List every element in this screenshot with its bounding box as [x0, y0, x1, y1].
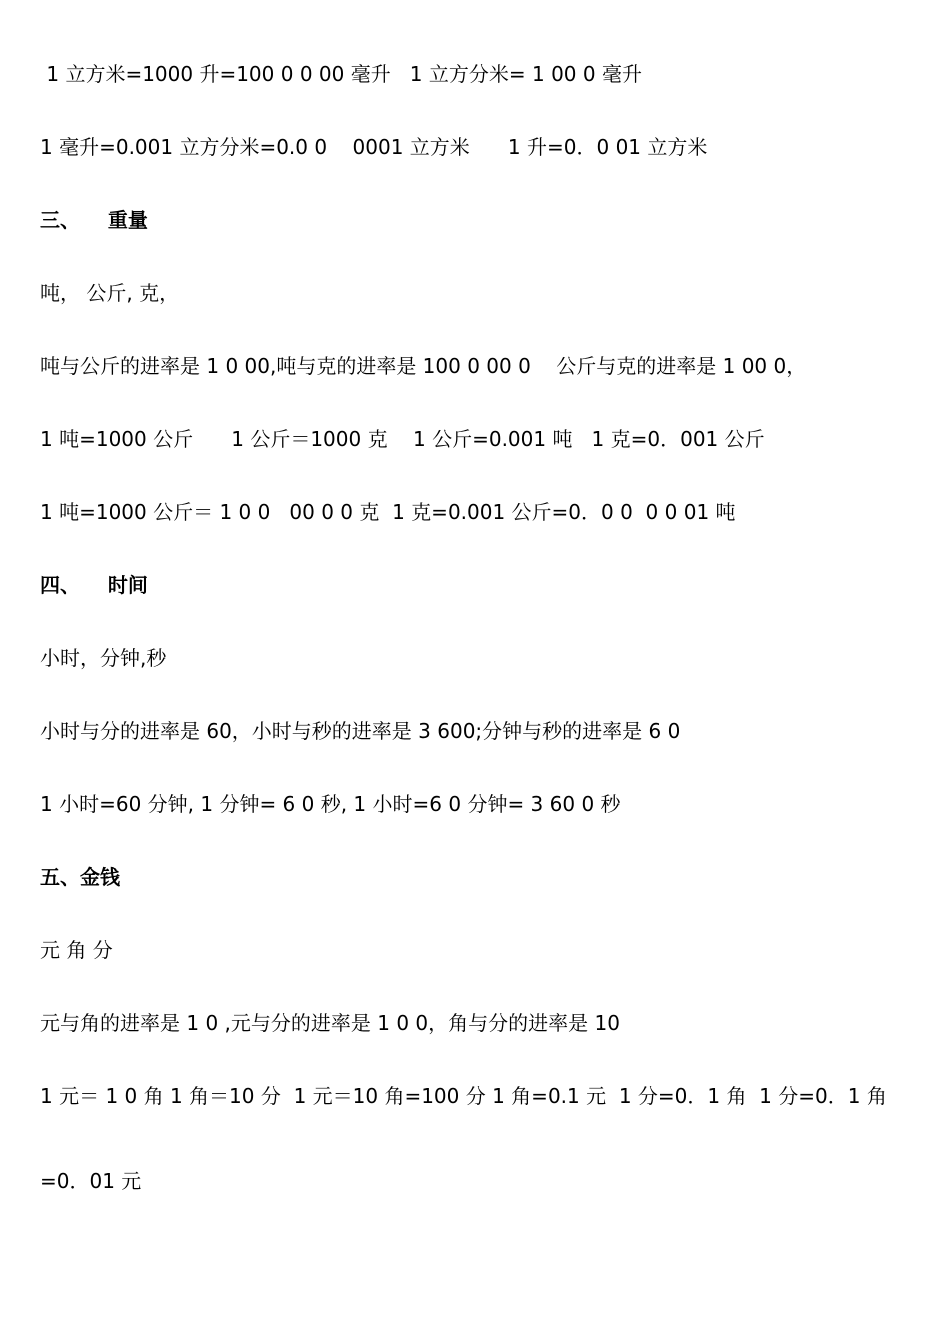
text-line-money-conversions: 1 元＝ 1 0 角 1 角＝10 分 1 元＝10 角=100 分 1 角=0.1 元 1 分=0．1 角 1 分=0．1 角 [40, 1084, 887, 1108]
section-heading-time: 四、 时间 [40, 573, 148, 597]
text-line-weight-conversions-1: 1 吨=1000 公斤 1 公斤＝1000 克 1 公斤=0.001 吨 1 克=0．001 公斤 [40, 427, 765, 451]
text-line-weight-units: 吨， 公斤, 克， [40, 281, 180, 305]
text-line-weight-rates: 吨与公斤的进率是 1 0 00,吨与克的进率是 100 0 00 0 公斤与克的进率是 1 00 0， [40, 354, 807, 378]
text-line-money-rates: 元与角的进率是 1 0 ,元与分的进率是 1 0 0，角与分的进率是 10 [40, 1011, 620, 1035]
text-line-money-conversions-continued: =0．01 元 [40, 1169, 142, 1193]
text-line-time-units: 小时，分钟,秒 [40, 646, 167, 670]
text-line-volume-milliliter: 1 毫升=0.001 立方分米=0.0 0 0001 立方米 1 升=0．0 01 立方米 [40, 135, 708, 159]
text-line-weight-conversions-2: 1 吨=1000 公斤＝ 1 0 0 00 0 0 克 1 克=0.001 公斤=0．0 0 0 0 01 吨 [40, 500, 736, 524]
text-line-time-rates: 小时与分的进率是 60，小时与秒的进率是 3 600;分钟与秒的进率是 6 0 [40, 719, 681, 743]
section-heading-weight: 三、 重量 [40, 208, 148, 232]
text-line-time-conversions: 1 小时=60 分钟, 1 分钟= 6 0 秒, 1 小时=6 0 分钟= 3 60 0 秒 [40, 792, 621, 816]
text-line-money-units: 元 角 分 [40, 938, 113, 962]
section-heading-money: 五、金钱 [40, 865, 120, 889]
text-line-volume-cubic-meter: 1 立方米=1000 升=100 0 0 00 毫升 1 立方分米= 1 00 0 毫升 [40, 62, 642, 86]
